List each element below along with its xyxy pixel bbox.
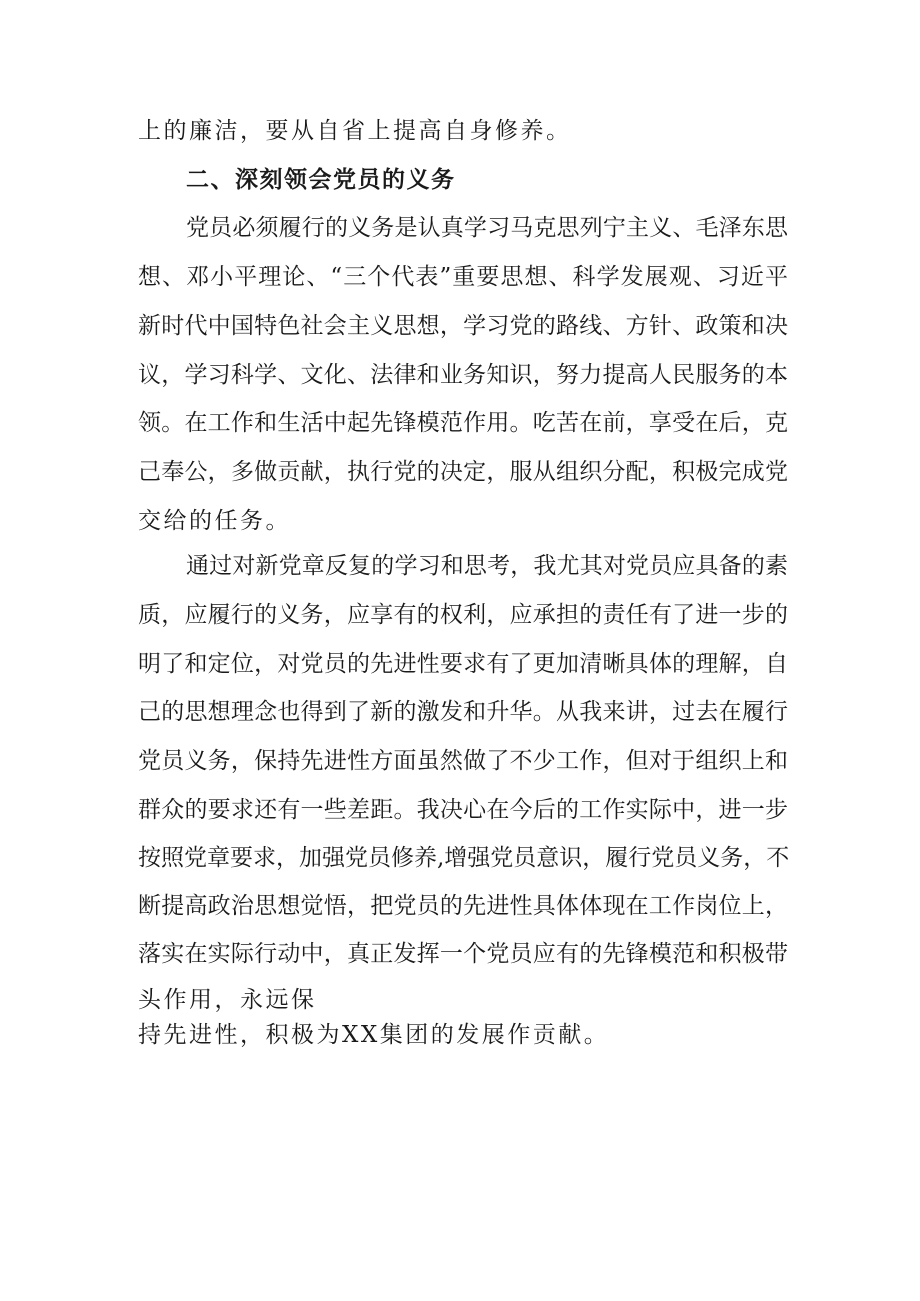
text-line: 上的廉洁，要从自省上提高自身修养。 [138,118,572,144]
text-line: 通过对新党章反复的学习和思考，我尤其对党员应具备的素 [186,553,788,579]
text-line: 新时代中国特色社会主义思想，学习党的路线、方针、政策和决 [138,313,788,339]
text-line: 己的思想理念也得到了新的激发和升华。从我来讲，过去在履行 [138,699,788,725]
text-line: 想、邓小平理论、“三个代表”重要思想、科学发展观、习近平 [138,264,788,290]
section-heading: 二、深刻领会党员的义务 [186,167,456,193]
text-line: 落实在实际行动中，真正发挥一个党员应有的先锋模范和积极带 [138,941,788,967]
text-line: 质，应履行的义务，应享有的权利，应承担的责任有了进一步的 [138,602,788,628]
text-line: 明了和定位，对党员的先进性要求有了更加清晰具体的理解，自 [138,651,788,677]
text-line: 党员必须履行的义务是认真学习马克思列宁主义、毛泽东思 [186,215,788,241]
text-line: 交给的任务。 [138,508,291,534]
text-line: 按照党章要求，加强党员修养,增强党员意识，履行党员义务，不 [138,845,790,871]
text-line: 党员义务，保持先进性方面虽然做了不少工作，但对于组织上和 [138,748,788,774]
text-line: 己奉公，多做贡献，执行党的决定，服从组织分配，积极完成党 [138,459,788,485]
text-line: 议，学习科学、文化、法律和业务知识，努力提高人民服务的本 [138,362,788,388]
text-line: 断提高政治思想觉悟，把党员的先进性具体体现在工作岗位上， [138,893,788,919]
text-line: 领。在工作和生活中起先锋模范作用。吃苦在前，享受在后，克 [138,410,788,436]
text-line: 头作用，永远保 [138,987,317,1013]
text-line: 群众的要求还有一些差距。我决心在今后的工作实际中，进一步 [138,797,788,823]
text-line: 持先进性，积极为XX集团的发展作贡献。 [138,1022,610,1048]
